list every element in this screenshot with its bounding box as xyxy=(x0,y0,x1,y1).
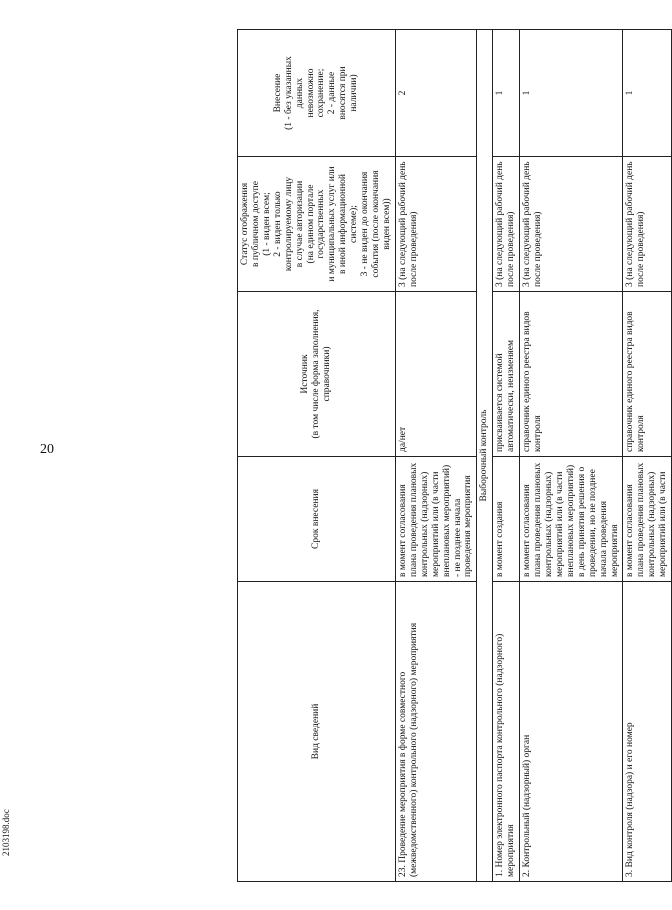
header-kind: Вид сведений xyxy=(238,582,396,882)
row-number: 2. xyxy=(522,869,533,877)
cell-kind xyxy=(493,582,520,882)
cell-display-status: 3 (на следующий рабочий день после проведения) xyxy=(493,157,520,292)
page-number: 20 xyxy=(40,442,54,457)
document-code: 2103198.doc xyxy=(1,809,11,856)
cell-source: справочник единого реестра видов контроля xyxy=(520,292,623,457)
row-kind: Контрольный (надзорный) орган xyxy=(522,734,533,868)
cell-display-status: 3 (на следующий рабочий день после проведения) xyxy=(623,157,672,292)
row-number: 1. xyxy=(495,869,506,877)
header-source: Источник (в том числе форма заполнения, справочники) xyxy=(238,292,396,457)
row-kind: Вид контроля (надзора) и его номер xyxy=(625,722,636,868)
cell-source: да/нет xyxy=(395,292,476,457)
cell-deadline: в момент создания xyxy=(493,457,520,582)
row-kind: Проведение мероприятия в форме совместного (межведомственного) контрольного (надзорного) мероприятия xyxy=(397,622,419,877)
requirements-table xyxy=(237,29,672,882)
table-row xyxy=(623,30,672,882)
table-row xyxy=(395,30,476,882)
header-entry: Внесение (1 - без указанных данных невозможно сохранение; 2 - данные вносятся при наличии) xyxy=(238,30,396,157)
section-title: Выборочный контроль xyxy=(477,30,493,882)
cell-deadline: в момент согласования плана проведения плановых контрольных (надзорных) мероприятий или (в части xyxy=(623,457,672,582)
row-number: 3. xyxy=(625,869,636,877)
section-row xyxy=(477,30,493,882)
cell-kind xyxy=(395,582,476,882)
rotated-table-page xyxy=(42,30,669,910)
table-row xyxy=(493,30,520,882)
cell-kind xyxy=(520,582,623,882)
table-row xyxy=(520,30,623,882)
cell-source: присваивается системой автоматически, неизменяем xyxy=(493,292,520,457)
cell-deadline: в момент согласования плана проведения плановых контрольных (надзорных) мероприятий или (в части внеплановых мероприятий) - не позднее начала проведения мероприятия xyxy=(395,457,476,582)
cell-entry: 2 xyxy=(395,30,476,157)
header-deadline: Срок внесения xyxy=(238,457,396,582)
cell-kind xyxy=(623,582,672,882)
cell-display-status: 3 (на следующий рабочий день после проведения) xyxy=(395,157,476,292)
cell-source: справочник единого реестра видов контроля xyxy=(623,292,672,457)
cell-display-status: 3 (на следующий рабочий день после проведения) xyxy=(520,157,623,292)
cell-deadline: в момент согласования плана проведения плановых контрольных (надзорных) мероприятий или (в части внеплановых мероприятий) в день принятия решения о проведении, но не позднее начала проведения мероприятия xyxy=(520,457,623,582)
cell-entry: 1 xyxy=(493,30,520,157)
header-display-status: Статус отображения в публичном доступе (1 - виден всем; 2 - виден только контролируемому лицу в случае авторизации (на едином портале государственных и муниципальных услуг или в иной информационной системе); 3 - не виден до окончания события (после окончания виден всем)) xyxy=(238,157,396,292)
cell-entry: 1 xyxy=(520,30,623,157)
cell-entry: 1 xyxy=(623,30,672,157)
row-number: 23. xyxy=(397,865,408,877)
row-kind: Номер электронного паспорта контрольного (надзорного) мероприятия xyxy=(495,633,517,877)
table-header-row xyxy=(238,30,396,882)
